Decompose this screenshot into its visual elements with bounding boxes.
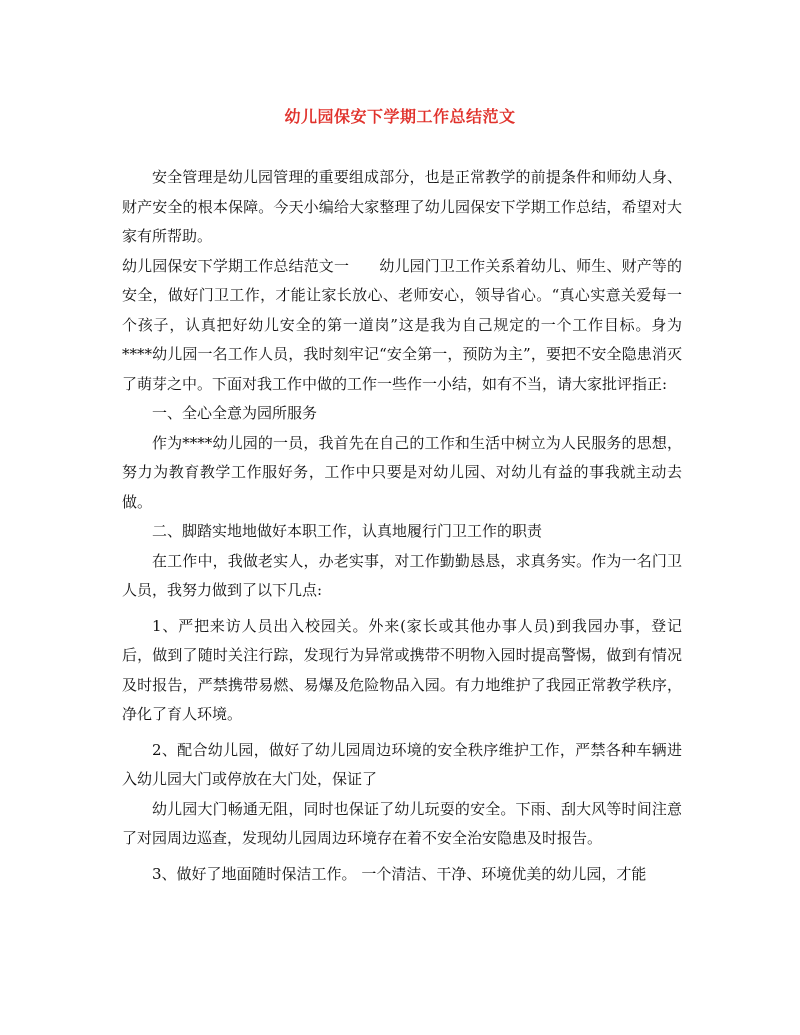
paragraph-point-2-cont: 幼儿园大门畅通无阻，同时也保证了幼儿玩耍的安全。下雨、刮大风等时间注意了对园周边巡查，发现幼儿园周边环境存在着不安全治安隐患及时报告。 xyxy=(122,799,682,847)
paragraph-intro: 安全管理是幼儿园管理的重要组成部分，也是正常教学的前提条件和师幼人身、财产安全的根本保障。今天小编给大家整理了幼儿园保安下学期工作总结，希望对大家有所帮助。 xyxy=(122,168,682,245)
paragraph-point-3: 3、做好了地面随时保洁工作。 一个清洁、干净、环境优美的幼儿园，才能 xyxy=(152,864,647,883)
document-title: 幼儿园保安下学期工作总结范文 xyxy=(284,107,516,126)
document-body xyxy=(122,163,682,889)
paragraph-point-1: 1、严把来访人员出入校园关。外来(家长或其他办事人员)到我园办事，登记后，做到了随时关注行踪，发现行为异常或携带不明物入园时提高警惕，做到有情况及时报告，严禁携带易燃、易爆及危险物品入园。有力地维护了我园正常教学秩序，净化了育人环境。 xyxy=(122,616,682,723)
section-heading-2: 二、脚踏实地地做好本职工作，认真地履行门卫工作的职责 xyxy=(152,522,543,540)
paragraph-point-2: 2、配合幼儿园，做好了幼儿园周边环境的安全秩序维护工作，严禁各种车辆进入幼儿园大门或停放在大门处，保证了 xyxy=(122,740,682,788)
paragraph-sample-one: 幼儿园保安下学期工作总结范文一 幼儿园门卫工作关系着幼儿、师生、财产等的安全，做好门卫工作，才能让家长放心、老师安心，领导省心。“真心实意关爱每一个孩子，认真把好幼儿安全的第一道岗”这是我为自己规定的一个工作目标。身为****幼儿园一名工作人员，我时刻牢记“安全第一，预防为主”，要把不安全隐患消灭了萌芽之中。下面对我工作中做的工作一些作一小结，如有不当，请大家批评指正: xyxy=(122,256,682,393)
section-heading-1: 一、全心全意为园所服务 xyxy=(152,404,318,422)
paragraph-section-1: 作为****幼儿园的一员，我首先在自己的工作和生活中树立为人民服务的思想，努力为教育教学工作服好务，工作中只要是对幼儿园、对幼儿有益的事我就主动去做。 xyxy=(122,433,682,511)
paragraph-section-2: 在工作中，我做老实人，办老实事，对工作勤勤恳恳，求真务实。作为一名门卫人员，我努力做到了以下几点: xyxy=(122,551,682,599)
